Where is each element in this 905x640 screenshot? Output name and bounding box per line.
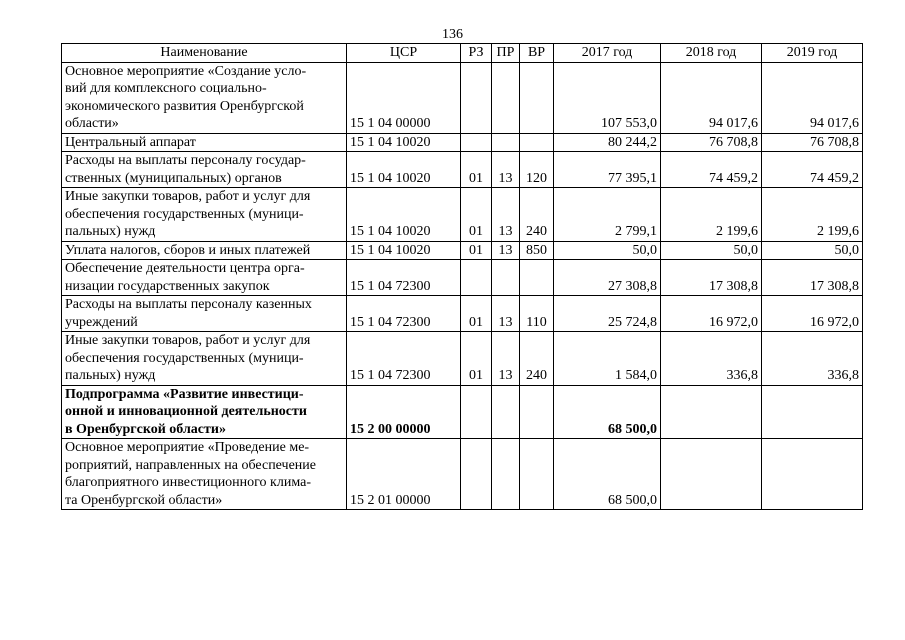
row-vr xyxy=(520,133,554,152)
row-2019 xyxy=(762,385,863,439)
row-2019: 50,0 xyxy=(762,241,863,260)
row-csr: 15 1 04 10020 xyxy=(347,188,461,242)
row-rz: 01 xyxy=(461,188,492,242)
row-name: Иные закупки товаров, работ и услуг для обеспечения государственных (муници- пальных) нужд xyxy=(62,188,347,242)
row-name: Расходы на выплаты персоналу казенных учреждений xyxy=(62,296,347,332)
page-number: 136 xyxy=(442,27,463,42)
row-rz xyxy=(461,385,492,439)
row-vr xyxy=(520,62,554,133)
column-header-2019: 2019 год xyxy=(762,44,863,63)
row-vr xyxy=(520,260,554,296)
table-row xyxy=(62,260,863,296)
row-2018: 17 308,8 xyxy=(661,260,762,296)
row-2018: 74 459,2 xyxy=(661,152,762,188)
row-rz: 01 xyxy=(461,152,492,188)
row-pr: 13 xyxy=(492,332,520,386)
row-rz xyxy=(461,62,492,133)
column-header-pr: ПР xyxy=(492,44,520,63)
row-name: Подпрограмма «Развитие инвестици- онной и инновационной деятельности в Оренбургской области» xyxy=(62,385,347,439)
row-pr: 13 xyxy=(492,188,520,242)
row-2017: 27 308,8 xyxy=(554,260,661,296)
row-name: Обеспечение деятельности центра орга- низации государственных закупок xyxy=(62,260,347,296)
column-header-rz: РЗ xyxy=(461,44,492,63)
row-2018: 336,8 xyxy=(661,332,762,386)
row-rz xyxy=(461,133,492,152)
row-2019: 94 017,6 xyxy=(762,62,863,133)
row-csr: 15 1 04 72300 xyxy=(347,296,461,332)
row-2019: 17 308,8 xyxy=(762,260,863,296)
row-vr xyxy=(520,385,554,439)
row-csr: 15 1 04 10020 xyxy=(347,241,461,260)
row-csr: 15 1 04 00000 xyxy=(347,62,461,133)
table-row xyxy=(62,332,863,386)
row-rz: 01 xyxy=(461,332,492,386)
header-row xyxy=(62,44,863,63)
row-name: Расходы на выплаты персоналу государ- ственных (муниципальных) органов xyxy=(62,152,347,188)
row-name: Основное мероприятие «Проведение ме- роприятий, направленных на обеспечение благоприятного инвестиционного клима- та Оренбургской области» xyxy=(62,439,347,510)
row-pr xyxy=(492,133,520,152)
row-pr xyxy=(492,385,520,439)
row-pr: 13 xyxy=(492,152,520,188)
row-csr: 15 2 00 00000 xyxy=(347,385,461,439)
row-2017: 77 395,1 xyxy=(554,152,661,188)
row-pr xyxy=(492,62,520,133)
row-2019: 336,8 xyxy=(762,332,863,386)
table-row xyxy=(62,152,863,188)
row-2019: 16 972,0 xyxy=(762,296,863,332)
row-2019: 76 708,8 xyxy=(762,133,863,152)
row-2017: 25 724,8 xyxy=(554,296,661,332)
row-rz: 01 xyxy=(461,241,492,260)
row-csr: 15 1 04 72300 xyxy=(347,332,461,386)
row-pr: 13 xyxy=(492,296,520,332)
row-2017: 2 799,1 xyxy=(554,188,661,242)
row-vr xyxy=(520,439,554,510)
row-2018: 2 199,6 xyxy=(661,188,762,242)
table-row xyxy=(62,296,863,332)
row-rz xyxy=(461,260,492,296)
row-2018: 16 972,0 xyxy=(661,296,762,332)
row-csr: 15 1 04 72300 xyxy=(347,260,461,296)
row-2019: 2 199,6 xyxy=(762,188,863,242)
row-csr: 15 2 01 00000 xyxy=(347,439,461,510)
row-2018: 94 017,6 xyxy=(661,62,762,133)
row-2017: 50,0 xyxy=(554,241,661,260)
row-rz xyxy=(461,439,492,510)
row-vr: 850 xyxy=(520,241,554,260)
row-2017: 1 584,0 xyxy=(554,332,661,386)
column-header-vr: ВР xyxy=(520,44,554,63)
row-csr: 15 1 04 10020 xyxy=(347,152,461,188)
table-row xyxy=(62,62,863,133)
row-2019: 74 459,2 xyxy=(762,152,863,188)
table-row xyxy=(62,385,863,439)
row-2018 xyxy=(661,439,762,510)
row-2017: 68 500,0 xyxy=(554,439,661,510)
row-name: Основное мероприятие «Создание усло- вий для комплексного социально- экономического развития Оренбургской области» xyxy=(62,62,347,133)
table-row xyxy=(62,241,863,260)
row-2017: 68 500,0 xyxy=(554,385,661,439)
row-rz: 01 xyxy=(461,296,492,332)
row-pr xyxy=(492,439,520,510)
column-header-csr: ЦСР xyxy=(347,44,461,63)
table-row xyxy=(62,133,863,152)
row-vr: 240 xyxy=(520,332,554,386)
column-header-2017: 2017 год xyxy=(554,44,661,63)
row-name: Центральный аппарат xyxy=(62,133,347,152)
row-csr: 15 1 04 10020 xyxy=(347,133,461,152)
row-pr xyxy=(492,260,520,296)
row-name: Иные закупки товаров, работ и услуг для обеспечения государственных (муници- пальных) нужд xyxy=(62,332,347,386)
row-vr: 240 xyxy=(520,188,554,242)
row-2018 xyxy=(661,385,762,439)
row-2017: 107 553,0 xyxy=(554,62,661,133)
column-header-name: Наименование xyxy=(62,44,347,63)
row-2018: 50,0 xyxy=(661,241,762,260)
table-row xyxy=(62,439,863,510)
row-vr: 110 xyxy=(520,296,554,332)
row-pr: 13 xyxy=(492,241,520,260)
row-2017: 80 244,2 xyxy=(554,133,661,152)
budget-table xyxy=(61,43,863,510)
row-2019 xyxy=(762,439,863,510)
row-name: Уплата налогов, сборов и иных платежей xyxy=(62,241,347,260)
row-vr: 120 xyxy=(520,152,554,188)
column-header-2018: 2018 год xyxy=(661,44,762,63)
table-row xyxy=(62,188,863,242)
row-2018: 76 708,8 xyxy=(661,133,762,152)
